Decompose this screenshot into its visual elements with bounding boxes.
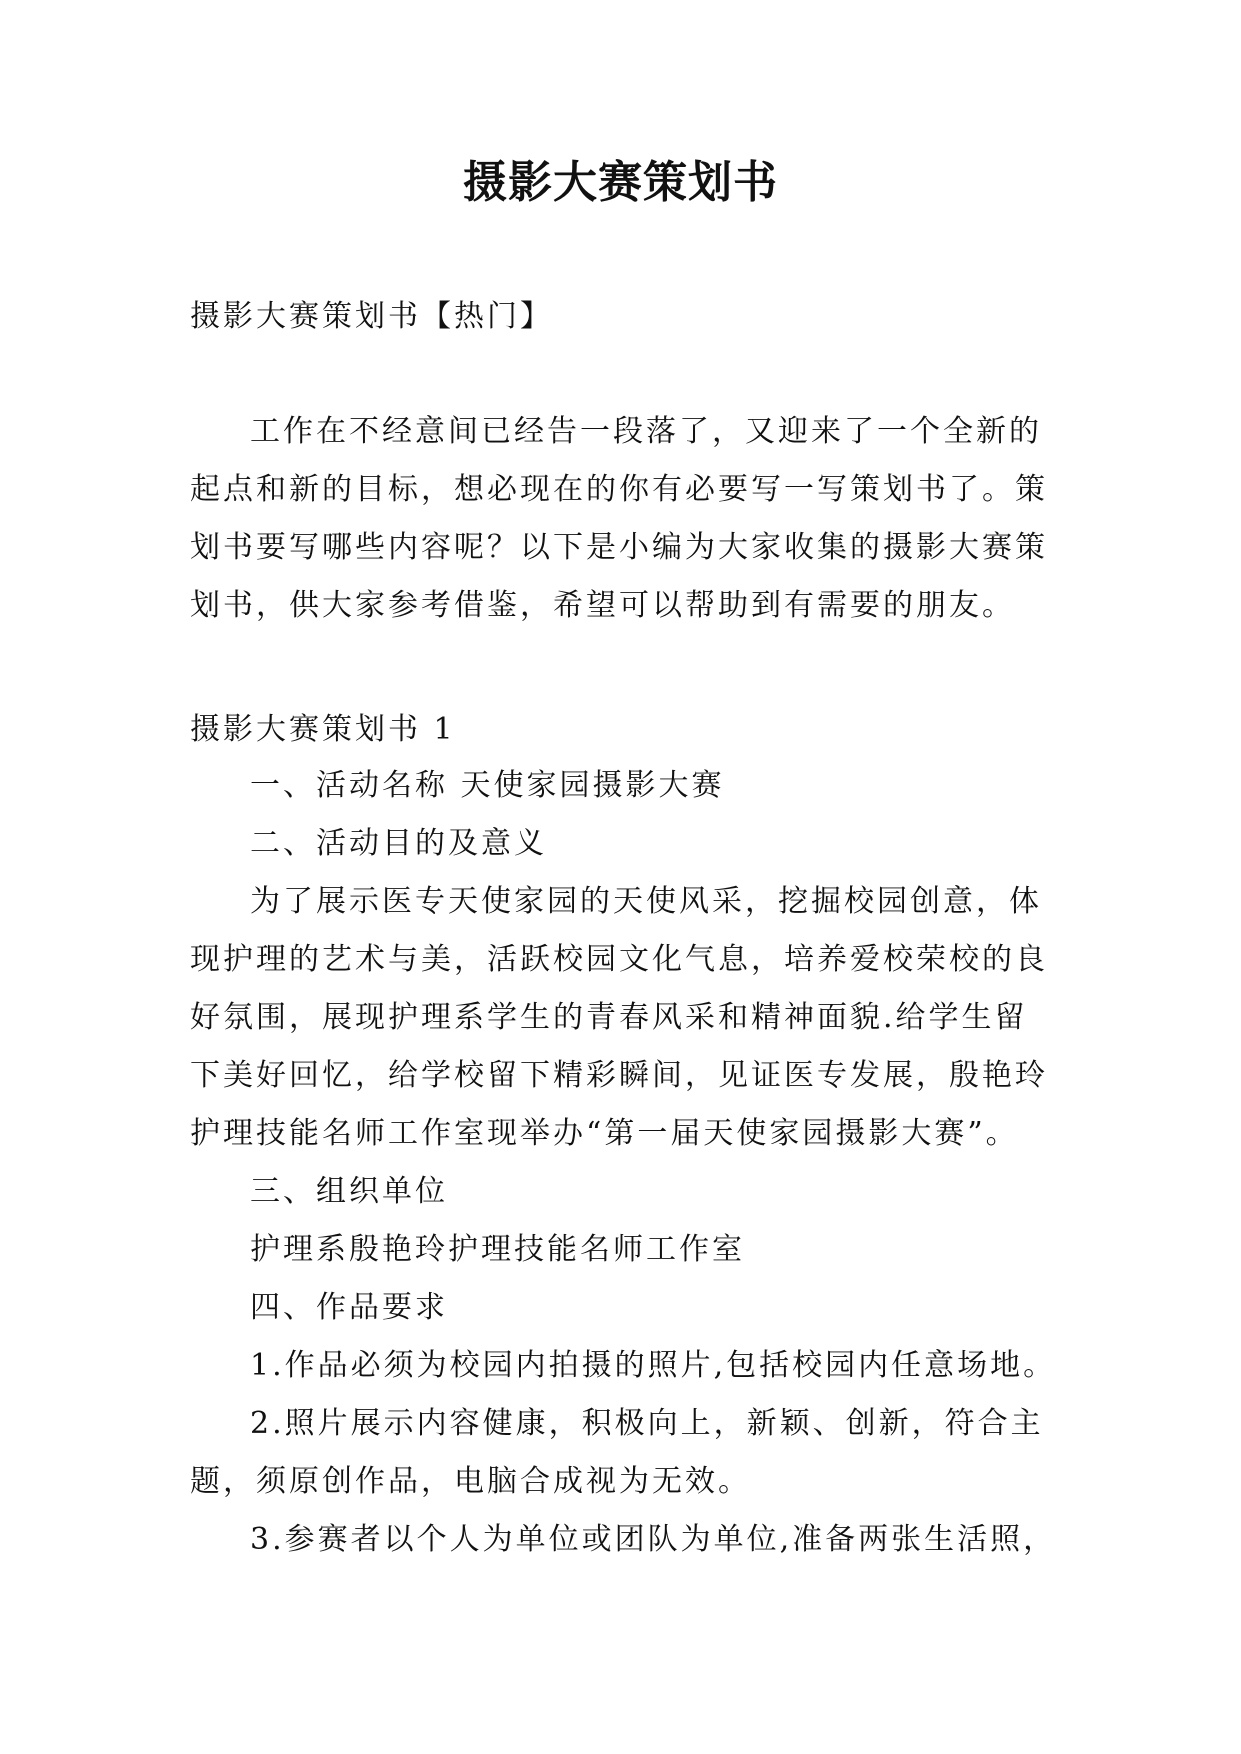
document-title: 摄影大赛策划书 <box>463 157 778 208</box>
paragraph-purpose-heading: 二、活动目的及意义 <box>250 826 547 861</box>
paragraph-requirement-2: 2.照片展示内容健康，积极向上，新颖、创新，符合主题，须原创作品，电脑合成视为无效。 <box>190 1406 1044 1499</box>
paragraph-requirement-1: 1.作品必须为校园内拍摄的照片,包括校园内任意场地。 <box>250 1348 1057 1383</box>
paragraph-purpose-text: 为了展示医专天使家园的天使风采，挖掘校园创意，体现护理的艺术与美，活跃校园文化气息，培养爱校荣校的良好氛围，展现护理系学生的青春风采和精神面貌.给学生留下美好回忆，给学校留下精彩瞬间，见证医专发展，殷艳玲护理技能名师工作室现举办“第一届天使家园摄影大赛”。 <box>190 884 1048 1151</box>
paragraph-organizer-text: 护理系殷艳玲护理技能名师工作室 <box>250 1232 745 1267</box>
section-title: 摄影大赛策划书 1 <box>190 712 456 747</box>
document-subtitle: 摄影大赛策划书【热门】 <box>190 299 553 334</box>
paragraph-requirements-heading: 四、作品要求 <box>250 1290 448 1325</box>
intro-paragraph: 工作在不经意间已经告一段落了，又迎来了一个全新的起点和新的目标，想必现在的你有必要写一写策划书了。策划书要写哪些内容呢？以下是小编为大家收集的摄影大赛策划书，供大家参考借鉴，希望可以帮助到有需要的朋友。 <box>190 414 1048 623</box>
section-content <box>190 757 1060 1569</box>
paragraph-organizer-heading: 三、组织单位 <box>250 1174 448 1209</box>
paragraph-activity-name: 一、活动名称 天使家园摄影大赛 <box>250 768 725 803</box>
paragraph-requirement-3: 3.参赛者以个人为单位或团队为单位,准备两张生活照， <box>250 1522 1057 1557</box>
